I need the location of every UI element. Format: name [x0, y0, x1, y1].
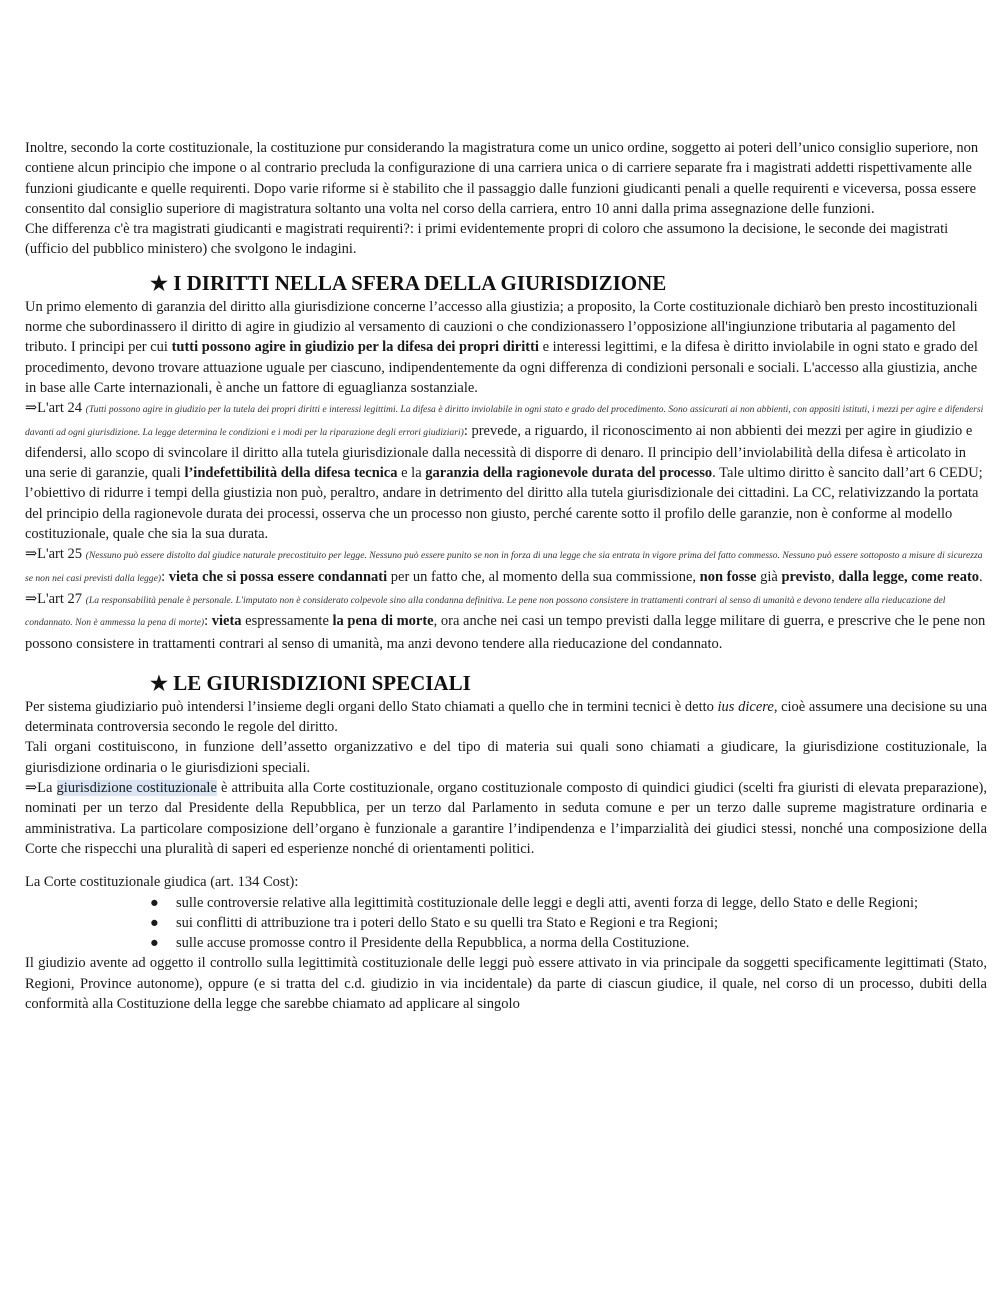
bold-text: l’indefettibilità della difesa tecnica	[184, 465, 398, 482]
star-icon: ★	[150, 272, 168, 295]
bold-text: garanzia della ragionevole durata del processo	[425, 465, 713, 482]
highlighted-text: giurisdizione costituzionale	[56, 780, 217, 797]
paragraph-magistratura-carriere: Inoltre, secondo la corte costituzionale, la costituzione pur considerando la magistratura come un unico ordine, soggetto ai poteri dell’unico consiglio superiore, non contiene alcun principio che impone o al contrario precluda la configurazione di una carriera unica o di carriere separate fra i magistrati addetti rispettivamente alle funzioni giudicante e quelle requirenti. Dopo varie riforme si è stabilito che il passaggio dalle funzioni giudicanti penali a quelle requirenti e viceversa, possa essere consentito dal consiglio superiore di magistratura soltanto una volta nel corso della carriera, entro 10 anni dalla prima assegnazione delle funzioni.	[25, 140, 979, 217]
bullet-icon: ●	[150, 935, 159, 952]
bold-text: previsto	[781, 568, 832, 585]
paragraph-giurisdizione-costituzionale: ⇒La giurisdizione costituzionale è attribuita alla Corte costituzionale, organo costituzionale composto di quindici giudici (scelti fra giuristi di elevata preparazione), nominati per un terzo dal Presidente della Repubblica, per un terzo dal Parlamento in seduta comune e per un terzo dalle supreme magistrature ordinaria e amministrativa. La particolare composizione dell’organo è funzionale a garantire l’indipendenza e l’imparzialità dei giudici stessi, nonché una composizione della Corte che rispecchi una pluralità di saperi ed esperienze nonché di orientamenti politici.	[25, 780, 987, 857]
paragraph-accesso-giustizia: Un primo elemento di garanzia del diritto alla giurisdizione concerne l’accesso alla giustizia; a proposito, la Corte costituzionale dichiarò ben presto incostituzionali norme che subordinassero il diritto di agire in giudizio al versamento di cauzioni o che condizionassero l’opposizione all'ingiunzione tributaria al pagamento del tributo. I principi per cui tutti possono agire in giudizio per la difesa dei propri diritti e interessi legittimi, e la difesa è diritto inviolabile in ogni stato e grado del procedimento, devono trovare attuazione uguale per ciascuno, indipendentemente da ogni differenza di condizioni personali e sociali. L'accesso alla giustizia, anche in base alle Carte internazionali, è anche un fattore di eguaglianza sostanziale.	[25, 298, 978, 396]
bold-text: dalla legge, come reato	[838, 568, 980, 585]
paragraph-sistema-giudiziario: Per sistema giudiziario può intendersi l’insieme degli organi dello Stato chiamati a quello che in termini tecnici è detto ius dicere, cioè assumere una decisione su una determinata controversia secondo le regole del diritto.	[25, 698, 988, 736]
list-item	[150, 893, 987, 913]
article-quote: (La responsabilità penale è personale. L'imputato non è considerato colpevole sino alla condanna definitiva. Le pene non possono consistere in trattamenti contrari al senso di umanità e devono tendere alla rieducazione del condannato. Non è ammessa la pena di morte)	[25, 594, 946, 629]
section-heading-diritti-giurisdizione	[150, 270, 987, 297]
list-item	[150, 913, 987, 933]
list-item-text: sulle controversie relative alla legittimità costituzionale delle leggi e degli atti, aventi forza di legge, dello Stato e delle Regioni;	[176, 894, 919, 911]
document-body	[25, 138, 987, 1014]
paragraph-organi-giurisdizione: Tali organi costituiscono, in funzione dell’assetto organizzativo e del tipo di materia sui quali sono chiamati a giudicare, la giurisdizione costituzionale, la giurisdizione ordinaria o le giurisdizioni speciali.	[25, 739, 987, 776]
heading-text: LE GIURISDIZIONI SPECIALI	[173, 670, 471, 695]
star-icon: ★	[150, 672, 168, 695]
article-quote: (Nessuno può essere distolto dal giudice naturale precostituito per legge. Nessuno può essere punito se non in forza di una legge che sia entrata in vigore prima del fatto commesso. Nessuno può essere sottoposto a misure di sicurezza se non nei casi previsti dalla legge)	[25, 550, 983, 584]
bold-text: la pena di morte	[332, 613, 434, 630]
list-item-text: sui conflitti di attribuzione tra i poteri dello Stato e su quelli tra Stato e Regioni e tra Regioni;	[176, 914, 719, 931]
bold-text: non fosse	[699, 568, 757, 585]
bullet-icon: ●	[150, 914, 159, 931]
paragraph-art-25: ⇒L'art 25 (Nessuno può essere distolto dal giudice naturale precostituito per legge. Nessuno può essere punito se non in forza di una legge che sia entrata in vigore prima del fatto commesso. Nessuno può essere sottoposto a misure di sicurezza se non nei casi previsti dalla legge): vieta che si possa essere condannati per un fatto che, al momento della sua commissione, non fosse già previsto, dalla legge, come reato.	[25, 546, 983, 585]
bullet-icon: ●	[150, 894, 159, 911]
bold-text: vieta che si possa essere condannati	[168, 568, 388, 585]
paragraph-art-27: ⇒L'art 27 (La responsabilità penale è personale. L'imputato non è considerato colpevole sino alla condanna definitiva. Le pene non possono consistere in trattamenti contrari al senso di umanità e devono tendere alla rieducazione del condannato. Non è ammessa la pena di morte): vieta espressamente la pena di morte, ora anche nei casi un tempo previsti dalla legge militare di guerra, e prescrive che le pene non possono consistere in trattamenti contrari al senso di umanità, ma anzi devono tendere alla rieducazione del condannato.	[25, 590, 986, 652]
paragraph-corte-giudica: La Corte costituzionale giudica (art. 134 Cost):	[25, 874, 299, 891]
heading-text: I DIRITTI NELLA SFERA DELLA GIURISDIZIONE	[173, 270, 667, 295]
list-item-text: sulle accuse promosse contro il Presidente della Repubblica, a norma della Costituzione.	[176, 935, 690, 952]
paragraph-differenza-magistrati: Che differenza c'è tra magistrati giudicanti e magistrati requirenti?: i primi evidentemente propri di coloro che assumono la decisione, le seconde dei magistrati (ufficio del pubblico ministero) che svolgono le indagini.	[25, 221, 949, 258]
bold-text: tutti possono agire in giudizio per la difesa dei propri diritti	[171, 339, 539, 356]
paragraph-art-24: ⇒L'art 24 (Tutti possono agire in giudizio per la tutela dei propri diritti e interessi legittimi. La difesa è diritto inviolabile in ogni stato e grado del procedimento. Sono assicurati ai non abbienti, con appositi istituti, i mezzi per agire e difendersi davanti ad ogni giurisdizione. La legge determina le condizioni e i modi per la riparazione degli errori giudiziari): prevede, a riguardo, il riconoscimento ai non abbienti dei mezzi per agire in giudizio e difendersi, allo scopo di svincolare il diritto alla tutela giurisdizionale dalla necessità di disporre di denaro. Il principio dell’inviolabilità della difesa è articolato in una serie di garanzie, quali l’indefettibilità della difesa tecnica e la garanzia della ragionevole durata del processo. Tale ultimo diritto è sancito dall’art 6 CEDU; l’obiettivo di ridurre i tempi della giustizia non può, peraltro, andare in detrimento del diritto alla tutela giurisdizionale dei cittadini. La CC, relativizzando la portata del principio della ragionevole durata dei processi, osserva che un processo non giusto, perché carente sotto il profilo delle garanzie, non è conforme al modello costituzionale, quale che sia la sua durata.	[25, 400, 984, 543]
list-item	[150, 933, 987, 953]
italic-text: ius dicere	[717, 698, 774, 715]
bold-text: vieta	[211, 613, 242, 630]
paragraph-controllo-legittimita: Il giudizio avente ad oggetto il controllo sulla legittimità costituzionale delle leggi può essere attivato in via principale da soggetti specificamente legittimati (Stato, Regioni, Province autonome), oppure (e si tratta del c.d. giudizio in via incidentale) da parte di ciascun giudice, il quale, nel corso di un processo, dubiti della conformità alla Costituzione della legge che sarebbe chiamato ad applicare al singolo	[25, 955, 987, 1012]
section-heading-giurisdizioni-speciali	[150, 670, 987, 697]
spacer	[25, 859, 987, 872]
article-quote: (Tutti possono agire in giudizio per la tutela dei propri diritti e interessi legittimi. La difesa è diritto inviolabile in ogni stato e grado del procedimento. Sono assicurati ai non abbienti, con appositi istituti, i mezzi per agire e difendersi davanti ad ogni giurisdizione. La legge determina le condizioni e i modi per la riparazione degli errori giudiziari)	[25, 404, 984, 438]
bullet-list-competenze	[25, 893, 987, 954]
